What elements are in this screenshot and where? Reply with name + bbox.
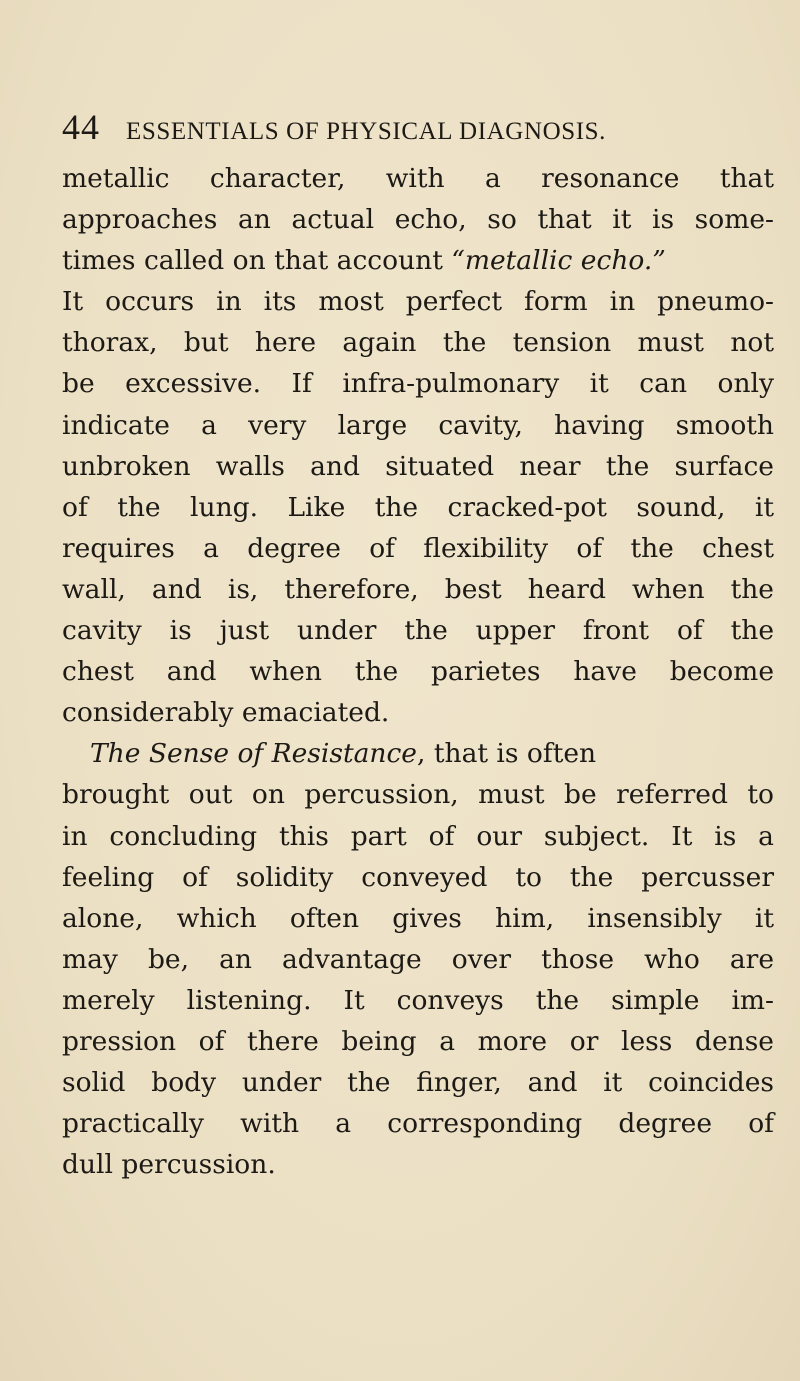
text-line: solid body under the finger, and it coincides (62, 1067, 774, 1099)
text-line: approaches an actual echo, so that it is some- (62, 204, 774, 236)
page-header (62, 106, 762, 146)
text-line: indicate a very large cavity, having smooth (62, 409, 774, 441)
text-line: thorax, but here again the tension must not (62, 327, 774, 359)
text-fragment: times called on that account (62, 245, 452, 277)
italic-phrase-metallic-echo: “metallic echo.” (451, 245, 666, 277)
text-line: cavity is just under the upper front of the (62, 615, 774, 647)
running-title: ESSENTIALS OF PHYSICAL DIAGNOSIS. (126, 118, 607, 145)
text-line: wall, and is, therefore, best heard when the (62, 573, 774, 605)
text-line: unbroken walls and situated near the surface (62, 450, 774, 482)
body-text (62, 158, 774, 1185)
text-line: be excessive. If infra-pulmonary it can only (62, 368, 774, 400)
text-line: requires a degree of flexibility of the chest (62, 532, 774, 564)
text-line: alone, which often gives him, insensibly it (62, 902, 774, 934)
text-fragment: , that is often (417, 738, 597, 770)
text-line: It occurs in its most perfect form in pneumo- (62, 286, 774, 318)
text-line: merely listening. It conveys the simple im- (62, 984, 774, 1016)
text-line: pression of there being a more or less dense (62, 1025, 774, 1057)
text-line: dull percussion. (62, 1149, 276, 1181)
text-line (62, 733, 774, 774)
page-number: 44 (62, 107, 100, 147)
text-line: metallic character, with a resonance that (62, 163, 774, 194)
text-line: may be, an advantage over those who are (62, 943, 774, 975)
italic-phrase-sense-of-resistance: The Sense of Resistance (90, 738, 417, 770)
text-line: brought out on percussion, must be referred to (62, 779, 774, 811)
text-line: considerably emaciated. (62, 697, 390, 729)
text-line: chest and when the parietes have become (62, 656, 774, 688)
text-line: feeling of solidity conveyed to the percusser (62, 861, 774, 893)
text-line (62, 240, 774, 281)
text-line: practically with a corresponding degree of (62, 1108, 774, 1140)
text-line: in concluding this part of our subject. It is a (62, 820, 774, 852)
text-line: of the lung. Like the cracked-pot sound, it (62, 491, 774, 523)
